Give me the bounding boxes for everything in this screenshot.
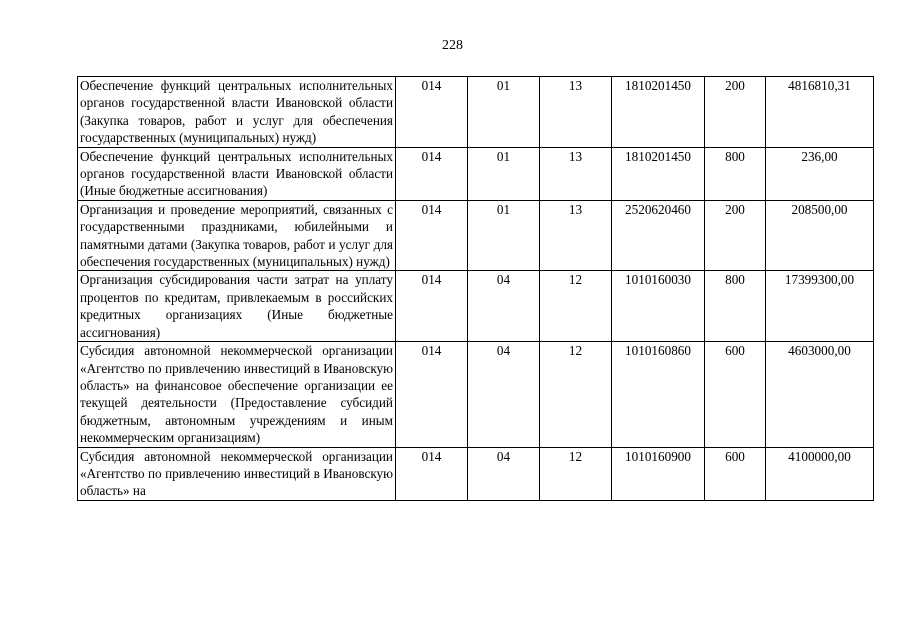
amount: 4816810,31 [766, 77, 874, 148]
row-description: Обеспечение функций центральных исполнительных органов государственной власти Ивановской области (Иные бюджетные ассигнования) [78, 147, 396, 200]
expense-type-code: 200 [705, 77, 766, 148]
section-code: 04 [468, 342, 540, 447]
subsection-code: 12 [540, 271, 612, 342]
ministry-code: 014 [396, 77, 468, 148]
amount: 17399300,00 [766, 271, 874, 342]
target-article-code: 1010160030 [612, 271, 705, 342]
row-description: Обеспечение функций центральных исполнительных органов государственной власти Ивановской области (Закупка товаров, работ и услуг для обеспечения государственных (муниципальных) нужд) [78, 77, 396, 148]
subsection-code: 12 [540, 447, 612, 500]
ministry-code: 014 [396, 342, 468, 447]
amount: 208500,00 [766, 200, 874, 271]
expense-type-code: 800 [705, 271, 766, 342]
row-description: Организация и проведение мероприятий, связанных с государственными праздниками, юбилейными и памятными датами (Закупка товаров, работ и услуг для обеспечения государственных (муниципальных) нужд) [78, 200, 396, 271]
row-description: Субсидия автономной некоммерческой организации «Агентство по привлечению инвестиций в Ивановскую область» на [78, 447, 396, 500]
expense-type-code: 800 [705, 147, 766, 200]
table-row [78, 447, 874, 500]
target-article-code: 2520620460 [612, 200, 705, 271]
amount: 4603000,00 [766, 342, 874, 447]
section-code: 01 [468, 147, 540, 200]
table-viewport [77, 76, 874, 581]
ministry-code: 014 [396, 200, 468, 271]
page-number: 228 [442, 38, 463, 53]
budget-table [77, 76, 874, 501]
target-article-code: 1010160860 [612, 342, 705, 447]
expense-type-code: 600 [705, 342, 766, 447]
subsection-code: 12 [540, 342, 612, 447]
table-row [78, 200, 874, 271]
target-article-code: 1010160900 [612, 447, 705, 500]
section-code: 01 [468, 77, 540, 148]
ministry-code: 014 [396, 271, 468, 342]
subsection-code: 13 [540, 77, 612, 148]
ministry-code: 014 [396, 447, 468, 500]
target-article-code: 1810201450 [612, 147, 705, 200]
expense-type-code: 200 [705, 200, 766, 271]
table-row [78, 147, 874, 200]
amount: 236,00 [766, 147, 874, 200]
table-row [78, 342, 874, 447]
ministry-code: 014 [396, 147, 468, 200]
section-code: 04 [468, 447, 540, 500]
subsection-code: 13 [540, 200, 612, 271]
table-row [78, 271, 874, 342]
expense-type-code: 600 [705, 447, 766, 500]
section-code: 04 [468, 271, 540, 342]
section-code: 01 [468, 200, 540, 271]
row-description: Субсидия автономной некоммерческой организации «Агентство по привлечению инвестиций в Ивановскую область» на финансовое обеспечение организации ее текущей деятельности (Предоставление субсидий бюджетным, автономным учреждениям и иным некоммерческим организациям) [78, 342, 396, 447]
table-row [78, 77, 874, 148]
amount: 4100000,00 [766, 447, 874, 500]
subsection-code: 13 [540, 147, 612, 200]
row-description: Организация субсидирования части затрат на уплату процентов по кредитам, привлекаемым в российских кредитных организациях (Иные бюджетные ассигнования) [78, 271, 396, 342]
target-article-code: 1810201450 [612, 77, 705, 148]
